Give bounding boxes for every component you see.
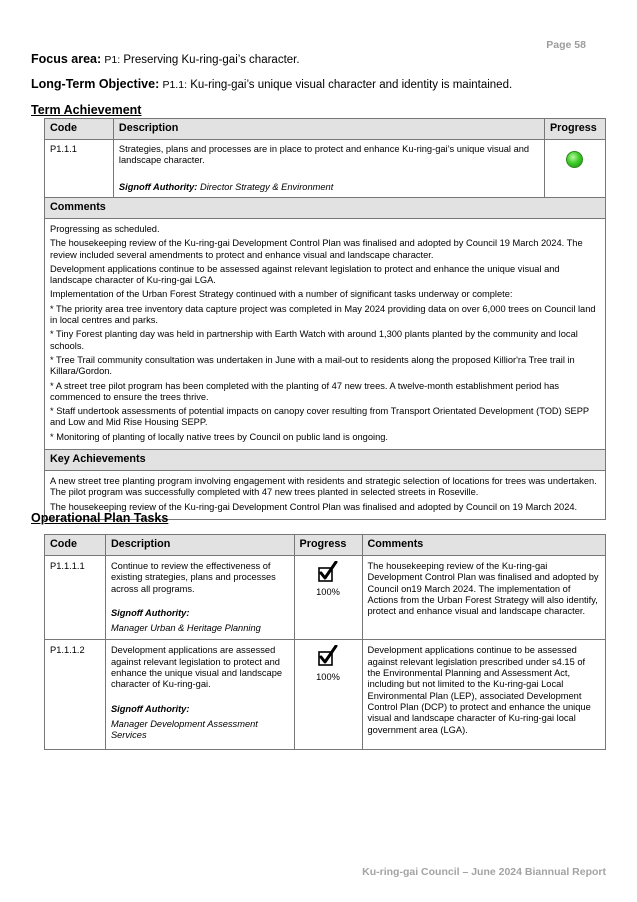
signoff-value: Director Strategy & Environment <box>200 181 334 192</box>
task-signoff-value: Manager Development Assessment Services <box>110 718 258 741</box>
col-progress: Progress <box>544 119 605 140</box>
operational-plan-heading: Operational Plan Tasks <box>31 511 169 525</box>
focus-text: Preserving Ku-ring-gai’s character. <box>123 54 300 66</box>
table-row <box>45 556 606 640</box>
objective-label: Long-Term Objective: <box>31 77 160 91</box>
col-code: Code <box>45 119 114 140</box>
comment-paragraph: The housekeeping review of the Ku-ring-gai Development Control Plan was finalised and adopted by Council 19 March 2024. The review included several amendments to protect and enhance visual and landscape character. <box>50 238 583 260</box>
task-comment: Development applications continue to be assessed against relevant legislation prescribed under s4.15 of the Environmental Planning and Assessment Act, including but not limited to the Ku-ring-gai Local Environmental Plan (LEP), associated Development Control Plan (DCP) to protect and enhance the unique visual and landscape character of Ku-ring-gai local government area (LGA). <box>362 640 606 750</box>
report-footer: Ku-ring-gai Council – June 2024 Biannual Report <box>362 866 606 878</box>
task-progress-cell <box>294 556 362 640</box>
task-progress-percent: 100% <box>316 587 340 598</box>
term-description-cell <box>113 140 544 198</box>
comment-paragraph: Progressing as scheduled. <box>50 224 160 234</box>
comment-paragraph: * The priority area tree inventory data capture project was completed in May 2024 providing data on over 6,000 trees on Council land in local centres and parks. <box>50 303 596 326</box>
signoff-label: Signoff Authority: <box>118 181 198 192</box>
long-term-objective <box>31 77 512 91</box>
col-code: Code <box>45 535 106 556</box>
task-description: Continue to review the effectiveness of existing strategies, plans and processes across all programs. <box>110 561 276 594</box>
objective-code: P1.1: <box>162 79 187 91</box>
comment-paragraph: Development applications continue to be assessed against relevant legislation to protect and enhance the unique visual and landscape character of Ku-ring-gai LGA. <box>50 263 560 286</box>
task-progress-percent: 100% <box>316 671 340 682</box>
key-achievements-heading: Key Achievements <box>45 450 606 471</box>
col-progress: Progress <box>294 535 362 556</box>
comments-heading: Comments <box>45 198 606 219</box>
focus-label: Focus area: <box>31 52 102 66</box>
task-code: P1.1.1.2 <box>45 640 106 750</box>
table-row <box>45 140 606 198</box>
task-signoff-label: Signoff Authority: <box>110 607 190 618</box>
status-green-dot-icon <box>566 151 583 168</box>
term-code: P1.1.1 <box>45 140 114 198</box>
page-number: Page 58 <box>546 39 586 51</box>
col-description: Description <box>105 535 294 556</box>
task-signoff-value: Manager Urban & Heritage Planning <box>110 623 261 634</box>
term-signoff <box>119 182 333 193</box>
focus-code: P1: <box>104 54 121 66</box>
achievement-paragraph: A new street tree planting program involving engagement with residents and strategic selection of locations for trees was undertaken. The pilot program was successfully completed with 47 new trees planted in selected streets in Roseville. <box>50 476 597 498</box>
comment-paragraph: * Tree Trail community consultation was undertaken in June with a mail-out to residents along the proposed Killior'ra Tree trail in Killara/Gordon. <box>50 354 575 377</box>
term-description: Strategies, plans and processes are in place to protect and enhance Ku-ring-gai’s unique visual and landscape character. <box>118 144 530 166</box>
comment-paragraph: * Staff undertook assessments of potential impacts on canopy cover resulting from Transport Orientated Development (TOD) SEPP and Low and Mid Rise Housing SEPP. <box>50 406 589 428</box>
task-description-cell <box>105 640 294 750</box>
operational-plan-table <box>44 534 606 750</box>
task-description-cell <box>105 556 294 640</box>
comment-paragraph: * A street tree pilot program has been completed with the planting of 47 new trees. A twelve-month establishment period has commenced to ensure the trees thrive. <box>50 380 560 402</box>
task-description: Development applications are assessed against relevant legislation to protect and enhance the unique visual and landscape character of Ku-ring-gai. <box>110 645 283 690</box>
comment-paragraph: * Monitoring of planting of locally native trees by Council on public land is ongoing. <box>50 431 388 442</box>
ops-header-row <box>45 535 606 556</box>
comments-body <box>45 219 606 450</box>
checkbox-tick-icon <box>317 645 339 667</box>
objective-text: Ku-ring-gai’s unique visual character and identity is maintained. <box>190 79 513 91</box>
achievement-paragraph: The housekeeping review of the Ku-ring-gai Development Control Plan was finalised and adopted by Council on 19 March 2024. <box>50 501 578 512</box>
term-achievement-heading: Term Achievement <box>31 103 142 117</box>
term-header-row <box>45 119 606 140</box>
task-comment: The housekeeping review of the Ku-ring-gai Development Control Plan was finalised and adopted by Council on19 March 2024. The implementation of Actions from the Urban Forest Strategy will also identify, protect and enhance visual and landscape character. <box>362 556 606 640</box>
term-achievement-table <box>44 118 606 520</box>
comment-paragraph: * Tiny Forest planting day was held in partnership with Earth Watch with around 1,300 plants planted by the community and local schools. <box>50 329 578 351</box>
task-progress-cell <box>294 640 362 750</box>
task-code: P1.1.1.1 <box>45 556 106 640</box>
term-progress-cell <box>544 140 605 198</box>
checkbox-tick-icon <box>317 561 339 583</box>
focus-area <box>31 52 300 66</box>
col-comments: Comments <box>362 535 606 556</box>
comment-paragraph: Implementation of the Urban Forest Strategy continued with a number of significant tasks underway or complete: <box>50 289 513 300</box>
col-description: Description <box>113 119 544 140</box>
task-signoff-label: Signoff Authority: <box>110 703 190 714</box>
table-row <box>45 640 606 750</box>
